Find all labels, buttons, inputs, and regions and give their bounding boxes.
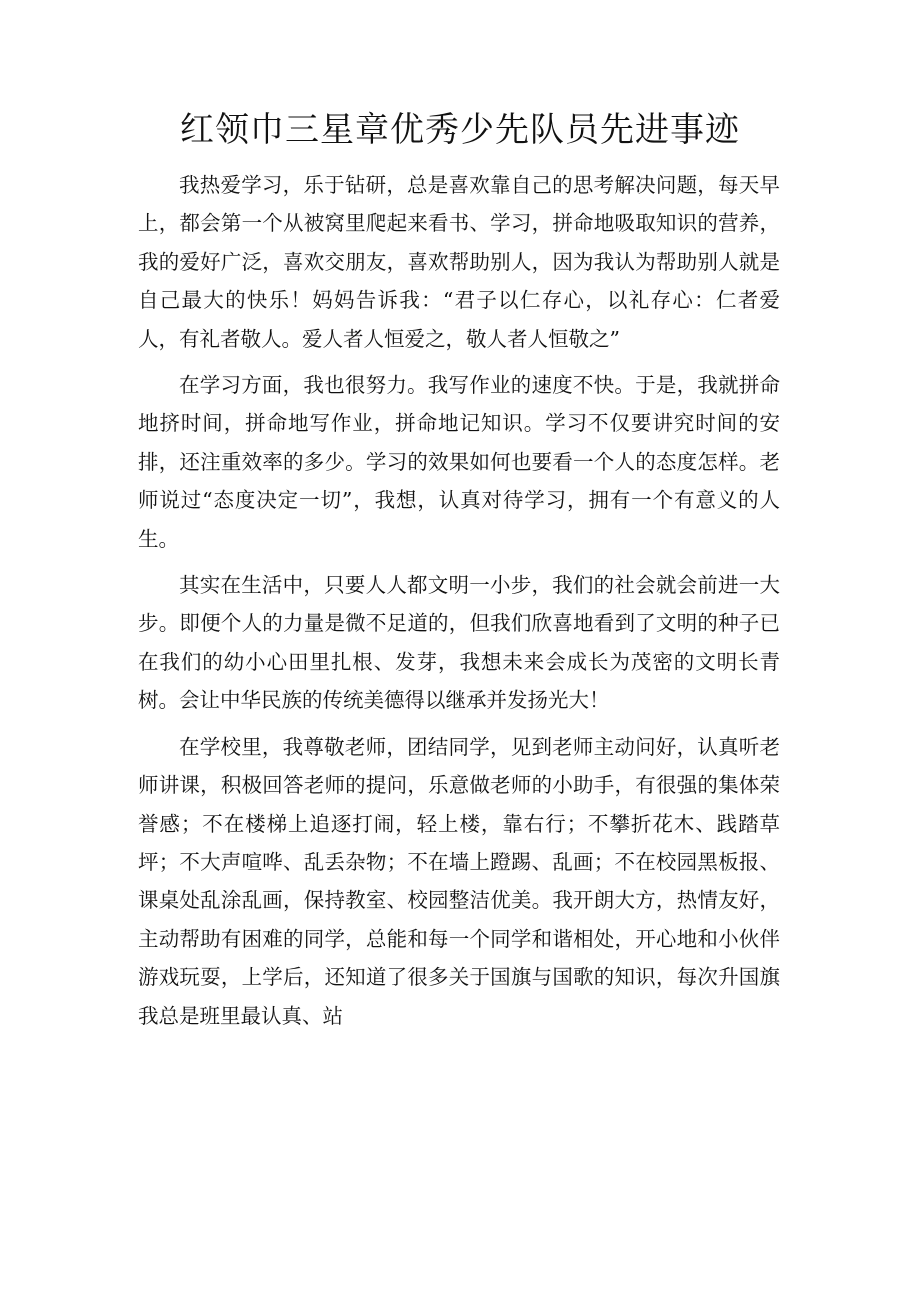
paragraph-4: 在学校里，我尊敬老师，团结同学，见到老师主动问好，认真听老师讲课，积极回答老师的提问，乐意做老师的小助手，有很强的集体荣誉感；不在楼梯上追逐打闹，轻上楼，靠右行；不攀折花木、践踏草坪；不大声喧哗、乱丢杂物；不在墙上蹬踢、乱画；不在校园黑板报、课桌处乱涂乱画，保持教室、校园整洁优美。我开朗大方，热情友好，主动帮助有困难的同学，总能和每一个同学和谐相处，开心地和小伙伴游戏玩耍，上学后，还知道了很多关于国旗与国歌的知识，每次升国旗我总是班里最认真、站 — [138, 734, 780, 1028]
paragraph-3: 其实在生活中，只要人人都文明一小步，我们的社会就会前进一大步。即便个人的力量是微不足道的，但我们欣喜地看到了文明的种子已在我们的幼小心田里扎根、发芽，我想未来会成长为茂密的文明长青树。会让中华民族的传统美德得以继承并发扬光大！ — [138, 573, 780, 713]
paragraph-2: 在学习方面，我也很努力。我写作业的速度不快。于是，我就拼命地挤时间，拼命地写作业，拼命地记知识。学习不仅要讲究时间的安排，还注重效率的多少。学习的效果如何也要看一个人的态度怎样。老师说过“态度决定一切”，我想，认真对待学习，拥有一个有意义的人生。 — [138, 373, 780, 551]
paragraph-1: 我热爱学习，乐于钻研，总是喜欢靠自己的思考解决问题，每天早上，都会第一个从被窝里爬起来看书、学习，拼命地吸取知识的营养，我的爱好广泛，喜欢交朋友，喜欢帮助别人，因为我认为帮助别人就是自己最大的快乐！妈妈告诉我：“君子以仁存心，以礼存心：仁者爱人，有礼者敬人。爱人者人恒爱之，敬人者人恒敬之” — [138, 173, 780, 351]
document-title: 红领巾三星章优秀少先队员先进事迹 — [180, 110, 740, 150]
document-body — [138, 166, 780, 1035]
